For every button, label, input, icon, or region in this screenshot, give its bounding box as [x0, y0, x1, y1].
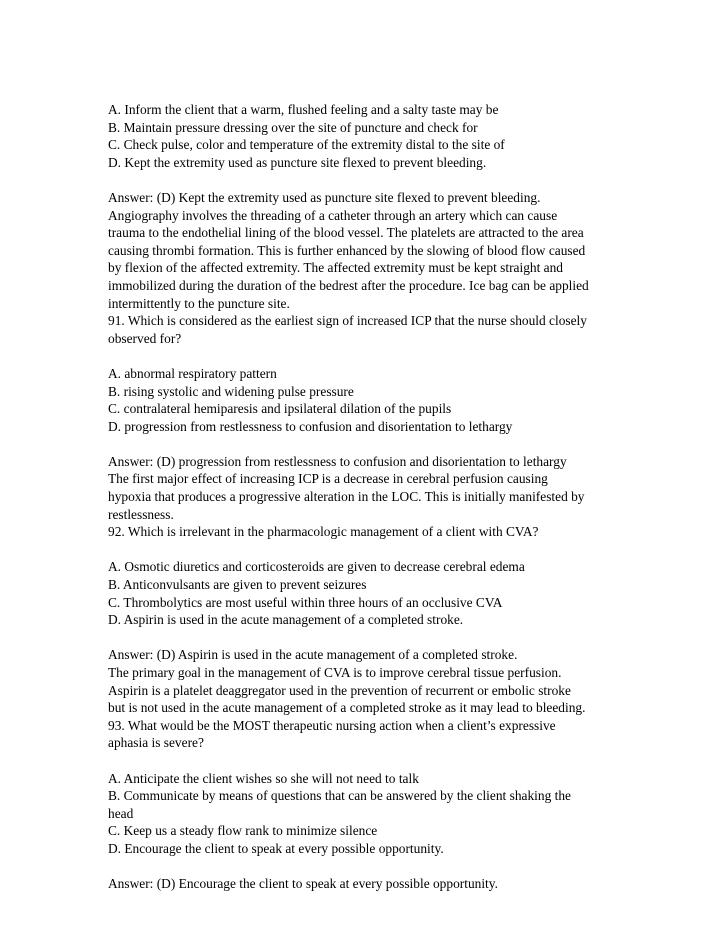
paragraph-spacer	[108, 435, 628, 453]
text-line: 93. What would be the MOST therapeutic nursing action when a client’s expressive	[108, 717, 556, 733]
text-line: C. contralateral hemiparesis and ipsilateral dilation of the pupils	[108, 401, 452, 417]
text-line: observed for?	[108, 330, 182, 346]
text-line: trauma to the endothelial lining of the blood vessel. The platelets are attracted to the area	[108, 225, 584, 241]
text-line: intermittently to the puncture site.	[108, 295, 290, 311]
text-line: Answer: (D) Encourage the client to speak at every possible opportunity.	[108, 876, 498, 892]
text-line: Answer: (D) Kept the extremity used as puncture site flexed to prevent bleeding.	[108, 189, 541, 205]
text-line: B. Communicate by means of questions that can be answered by the client shaking the	[108, 788, 571, 804]
text-line: 91. Which is considered as the earliest sign of increased ICP that the nurse should closely	[108, 313, 587, 329]
paragraph-spacer	[108, 347, 628, 365]
text-line: D. Kept the extremity used as puncture site flexed to prevent bleeding.	[108, 154, 487, 170]
text-line: D. Aspirin is used in the acute management of a completed stroke.	[108, 612, 464, 628]
text-line: Angiography involves the threading of a catheter through an artery which can cause	[108, 207, 558, 223]
text-line: A. Inform the client that a warm, flushed feeling and a salty taste may be	[108, 102, 499, 117]
text-line: C. Check pulse, color and temperature of the extremity distal to the site of	[108, 137, 505, 153]
text-line: The primary goal in the management of CVA is to improve cerebral tissue perfusion.	[108, 665, 562, 680]
text-line: Aspirin is a platelet deaggregator used in the prevention of recurrent or embolic stroke	[108, 682, 571, 698]
paragraph-spacer	[108, 629, 628, 647]
text-line: Answer: (D) progression from restlessness to confusion and disorientation to lethargy	[108, 453, 567, 469]
text-line: hypoxia that produces a progressive alteration in the LOC. This is initially manifested by	[108, 489, 585, 505]
text-line: 92. Which is irrelevant in the pharmacologic management of a client with CVA?	[108, 524, 539, 540]
text-line: A. Osmotic diuretics and corticosteroids are given to decrease cerebral edema	[108, 559, 525, 575]
text-line: by flexion of the affected extremity. The affected extremity must be kept straight and	[108, 260, 563, 276]
paragraph-spacer	[108, 752, 628, 770]
text-line: C. Thrombolytics are most useful within three hours of an occlusive CVA	[108, 594, 503, 610]
text-line: immobilized during the duration of the bedrest after the procedure. Ice bag can be applied	[108, 277, 589, 293]
text-line: causing thrombi formation. This is further enhanced by the slowing of blood flow caused	[108, 242, 586, 258]
text-line: The first major effect of increasing ICP is a decrease in cerebral perfusion causing	[108, 471, 548, 487]
text-line: A. abnormal respiratory pattern	[108, 365, 277, 381]
text-line: C. Keep us a steady flow rank to minimize silence	[108, 823, 378, 839]
text-line: D. progression from restlessness to confusion and disorientation to lethargy	[108, 418, 513, 434]
text-line: A. Anticipate the client wishes so she will not need to talk	[108, 770, 419, 786]
text-line: D. Encourage the client to speak at every possible opportunity.	[108, 840, 444, 856]
paragraph-spacer	[108, 858, 628, 876]
text-line: Answer: (D) Aspirin is used in the acute management of a completed stroke.	[108, 647, 518, 663]
paragraph-spacer	[108, 171, 628, 189]
text-line: B. rising systolic and widening pulse pressure	[108, 383, 354, 399]
text-line: but is not used in the acute management of a completed stroke as it may lead to bleeding.	[108, 700, 586, 716]
text-line: restlessness.	[108, 506, 174, 522]
text-line: aphasia is severe?	[108, 735, 204, 751]
text-line: B. Anticonvulsants are given to prevent seizures	[108, 577, 367, 593]
text-line: B. Maintain pressure dressing over the site of puncture and check for	[108, 119, 478, 135]
text-line: head	[108, 805, 134, 821]
document-body	[108, 101, 628, 893]
paragraph-spacer	[108, 541, 628, 559]
